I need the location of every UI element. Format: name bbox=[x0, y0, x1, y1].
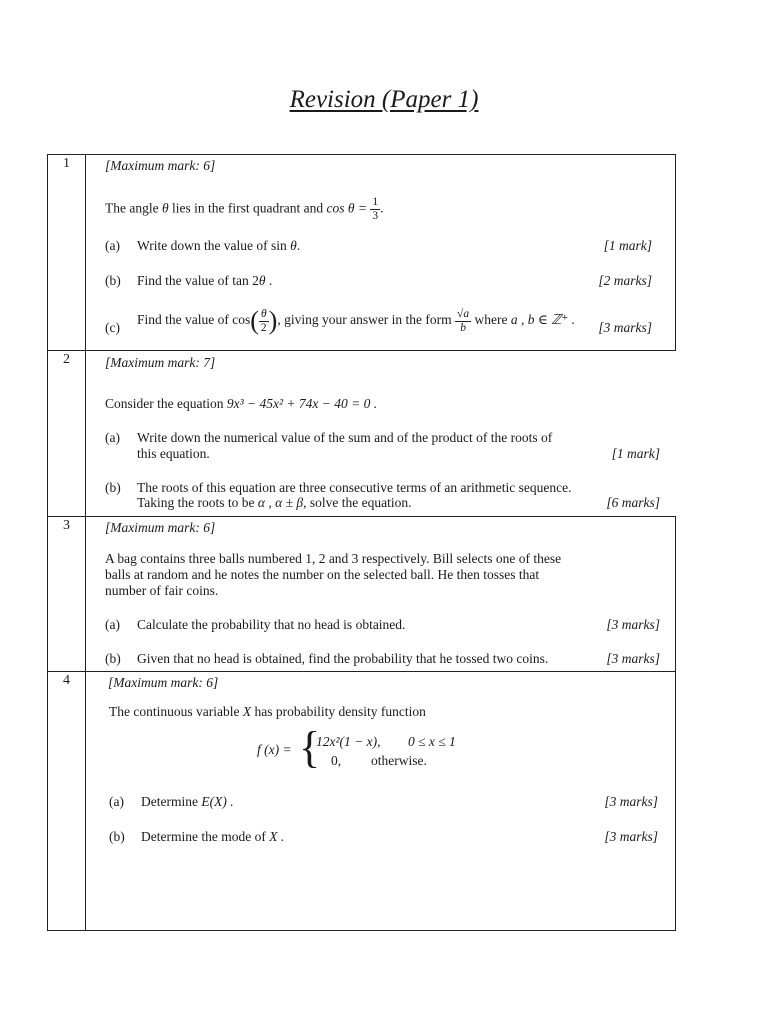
part-label: (c) bbox=[105, 320, 120, 335]
brace: { bbox=[299, 723, 321, 772]
question-stem: The continuous variable X has probability density function bbox=[109, 704, 426, 719]
part-text: Given that no head is obtained, find the probability that he tossed two coins. bbox=[137, 651, 549, 666]
pdf-case-cond: otherwise. bbox=[371, 753, 427, 768]
part-marks: [3 marks] bbox=[604, 829, 658, 844]
part-label: (a) bbox=[105, 617, 120, 632]
part-marks: [1 mark] bbox=[603, 238, 652, 253]
question-number: 2 bbox=[63, 352, 70, 367]
part-label: (b) bbox=[105, 480, 121, 495]
part-text: Taking the roots to be α , α ± β, solve the equation. bbox=[137, 495, 412, 510]
stem-line: number of fair coins. bbox=[105, 583, 219, 598]
part-text: Determine E(X) . bbox=[141, 794, 234, 809]
part-marks: [6 marks] bbox=[606, 495, 660, 510]
part-marks: [3 marks] bbox=[606, 651, 660, 666]
part-marks: [1 mark] bbox=[611, 446, 660, 461]
question-number: 4 bbox=[63, 673, 70, 688]
part-text: Calculate the probability that no head is obtained. bbox=[137, 617, 406, 632]
question-stem: Consider the equation 9x³ − 45x² + 74x − 40 = 0 . bbox=[105, 396, 378, 411]
part-label: (a) bbox=[105, 430, 120, 445]
right-border bbox=[675, 671, 676, 930]
part-marks: [3 marks] bbox=[604, 794, 658, 809]
max-mark: [Maximum mark: 6] bbox=[105, 158, 216, 173]
question-number: 3 bbox=[63, 518, 70, 533]
stem-line: A bag contains three balls numbered 1, 2 and 3 respectively. Bill selects one of these bbox=[105, 551, 562, 566]
part-text: Write down the value of sin θ. bbox=[137, 238, 301, 253]
part-label: (b) bbox=[105, 651, 121, 666]
pdf-case-expr: 12x²(1 − x), bbox=[316, 734, 381, 749]
column-divider bbox=[85, 154, 86, 930]
part-label: (b) bbox=[109, 829, 125, 844]
max-mark: [Maximum mark: 6] bbox=[108, 675, 219, 690]
row-divider bbox=[48, 350, 676, 351]
max-mark: [Maximum mark: 6] bbox=[105, 520, 216, 535]
part-label: (a) bbox=[109, 794, 124, 809]
stem-line: balls at random and he notes the number on the selected ball. He then tosses that bbox=[105, 567, 540, 582]
part-label: (b) bbox=[105, 273, 121, 288]
question-stem: The angle θ lies in the first quadrant and cos θ = $\frac{1}{3}$ . bbox=[105, 196, 384, 222]
right-border bbox=[675, 516, 676, 671]
row-divider bbox=[48, 671, 676, 672]
fraction: $\frac{1}{3}$ bbox=[372, 196, 379, 222]
part-text: Determine the mode of X . bbox=[141, 829, 285, 844]
questions-table bbox=[47, 154, 676, 931]
part-text: Find the value of cos( $\frac{\theta}{2}$ ), giving your answer in the form $\frac{√a}{b}$ where a , b ∈ ℤ⁺ . bbox=[137, 306, 576, 335]
pdf-case-expr: 0, bbox=[331, 753, 342, 768]
part-text: this equation. bbox=[137, 446, 210, 461]
part-marks: [2 marks] bbox=[598, 273, 652, 288]
right-tick bbox=[666, 154, 675, 155]
part-text: Find the value of tan 2θ . bbox=[137, 273, 273, 288]
row-divider bbox=[48, 516, 676, 517]
part-text: The roots of this equation are three consecutive terms of an arithmetic sequence. bbox=[137, 480, 572, 495]
pdf-case-cond: 0 ≤ x ≤ 1 bbox=[408, 734, 456, 749]
question-number: 1 bbox=[63, 156, 70, 171]
part-text: Write down the numerical value of the sum and of the product of the roots of bbox=[137, 430, 553, 445]
page-title: Revision (Paper 1) bbox=[289, 86, 479, 113]
part-label: (a) bbox=[105, 238, 120, 253]
max-mark: [Maximum mark: 7] bbox=[105, 355, 216, 370]
right-border bbox=[675, 154, 676, 350]
part-marks: [3 marks] bbox=[598, 320, 652, 335]
part-marks: [3 marks] bbox=[606, 617, 660, 632]
pdf-lhs: f (x) = bbox=[257, 742, 292, 757]
row-divider bbox=[48, 154, 676, 155]
